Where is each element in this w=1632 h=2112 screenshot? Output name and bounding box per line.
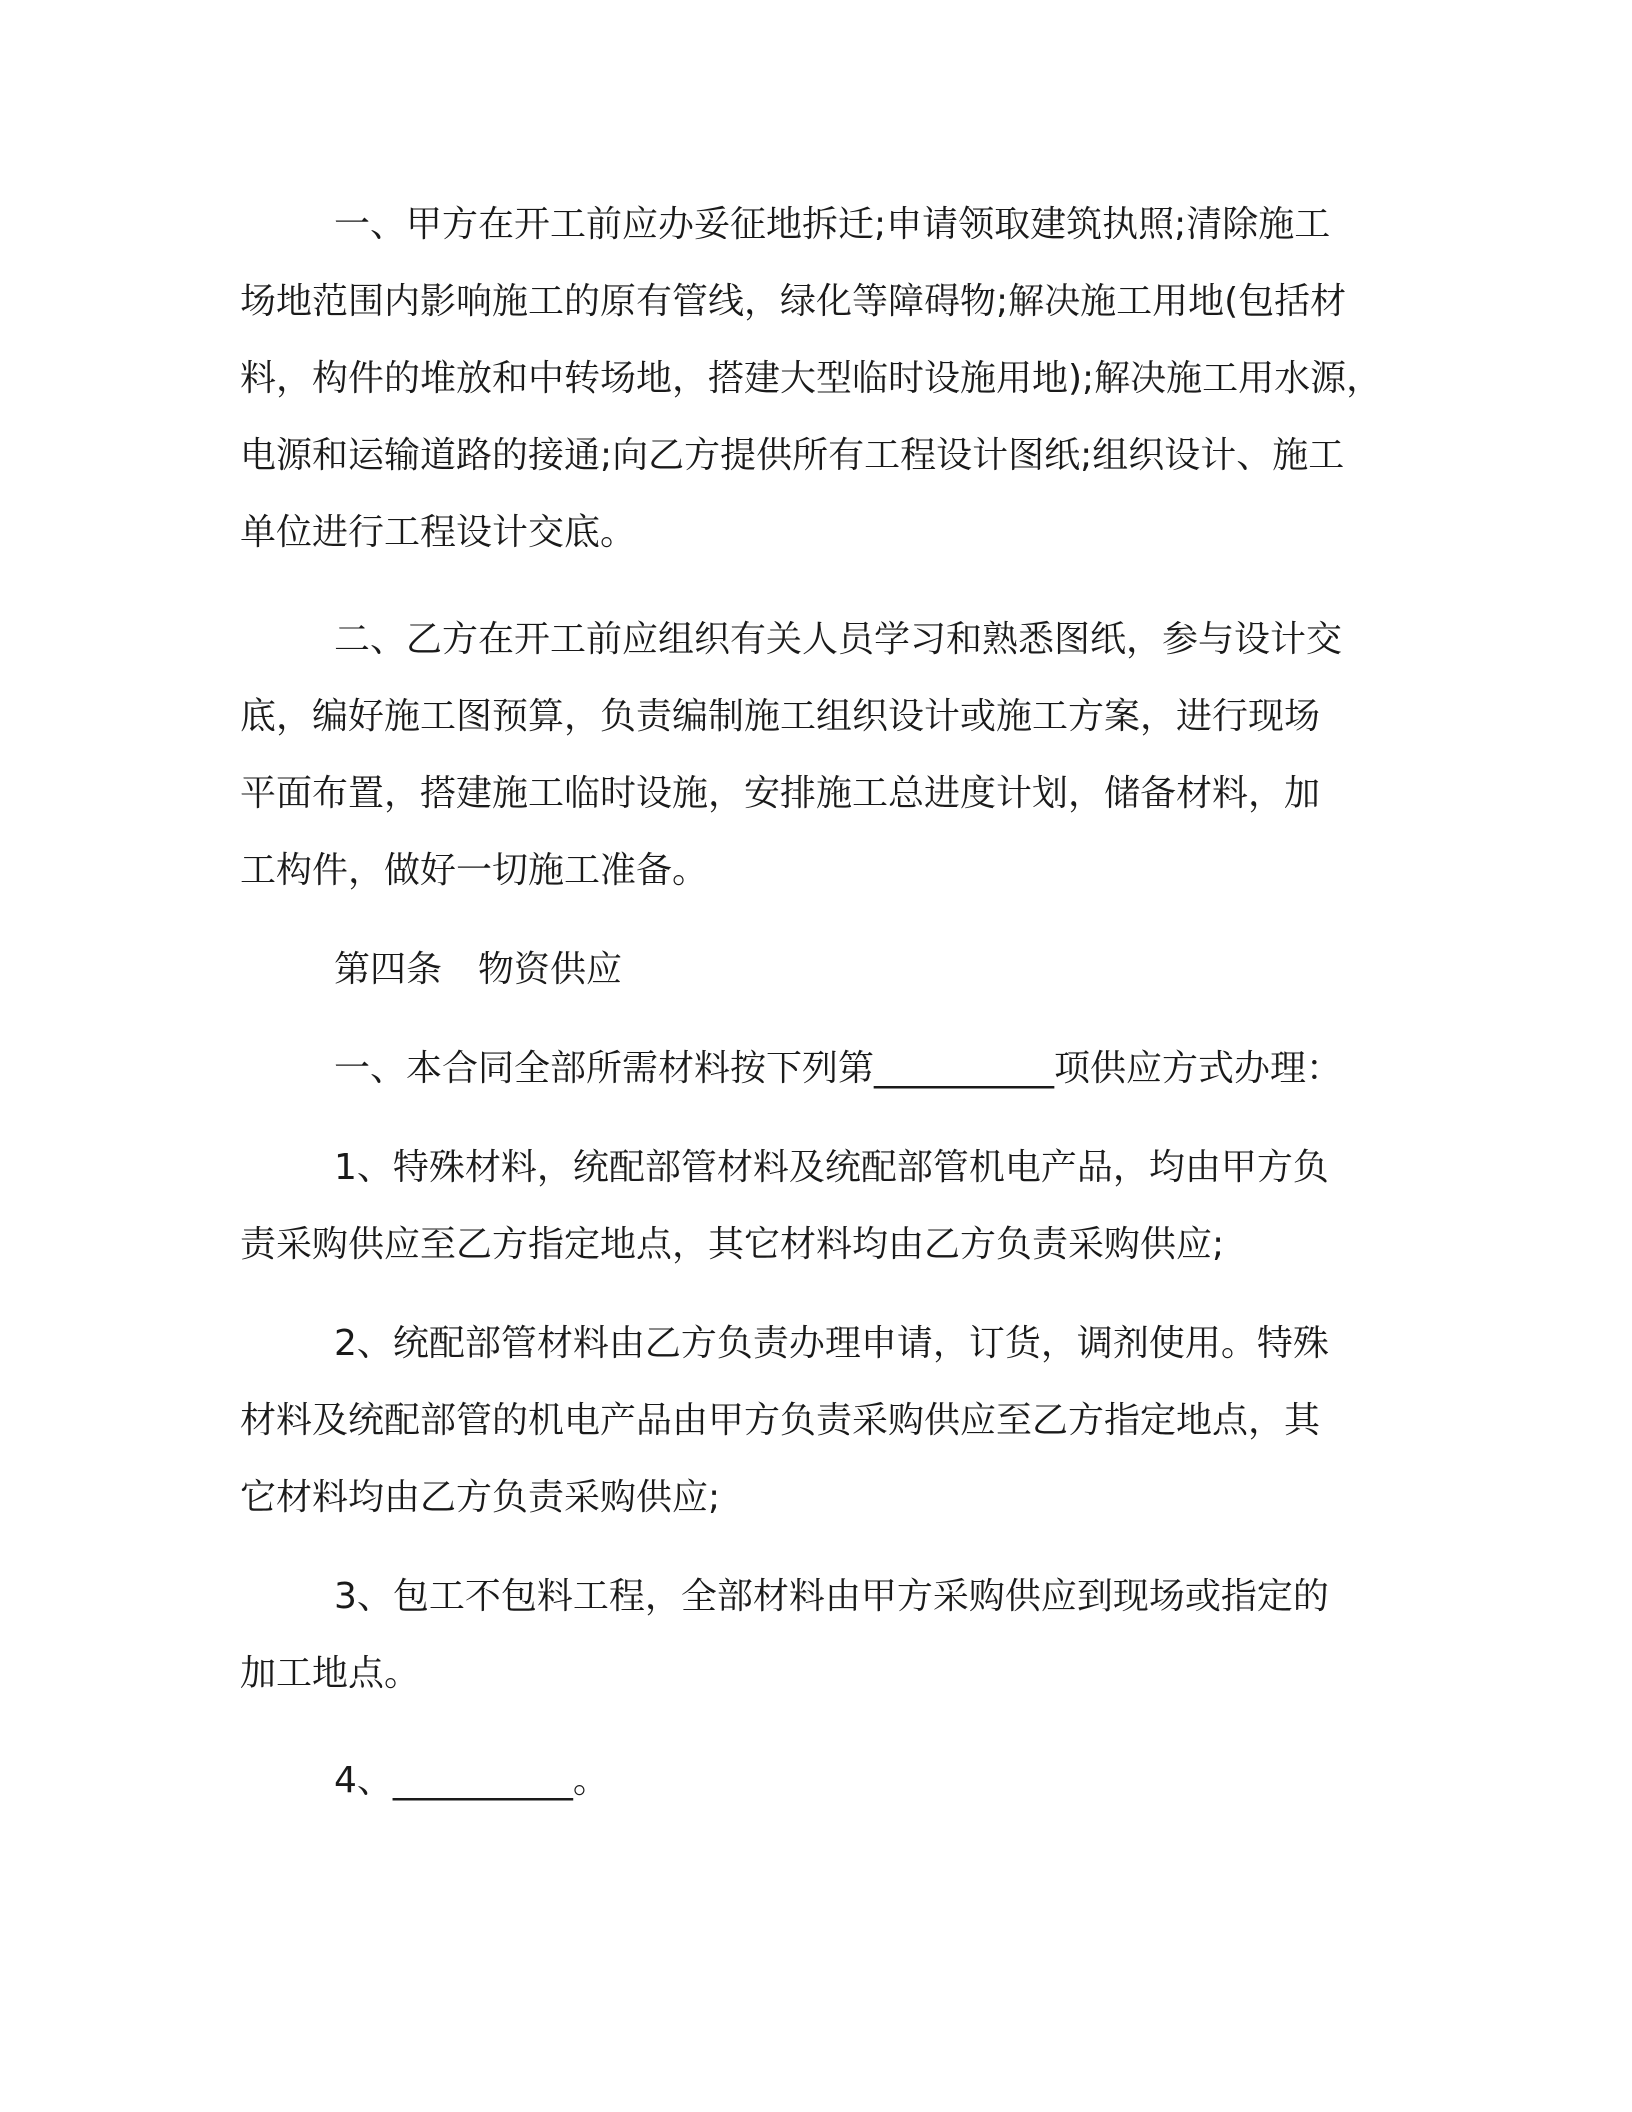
text-line: 4、__________。	[334, 1760, 609, 1801]
text-line: 1、特殊材料，统配部管材料及统配部管机电产品，均由甲方负	[334, 1147, 1329, 1188]
clause-paragraph-supply-method	[240, 1030, 1410, 1107]
text-line: 一、本合同全部所需材料按下列第__________项供应方式办理：	[334, 1048, 1343, 1089]
text-line: 一、甲方在开工前应办妥征地拆迁;申请领取建筑执照;清除施工	[334, 204, 1331, 245]
text-line: 单位进行工程设计交底。	[240, 512, 637, 553]
text-line: 平面布置，搭建施工临时设施，安排施工总进度计划，储备材料，加	[240, 773, 1321, 814]
text-line: 场地范围内影响施工的原有管线，绿化等障碍物;解决施工用地(包括材	[240, 281, 1347, 322]
text-line: 电源和运输道路的接通;向乙方提供所有工程设计图纸;组织设计、施工	[240, 435, 1345, 476]
clause-paragraph-party-a-preparation	[240, 186, 1410, 571]
list-item-2	[240, 1305, 1410, 1536]
text-line: 二、乙方在开工前应组织有关人员学习和熟悉图纸，参与设计交	[334, 619, 1343, 660]
text-line: 料，构件的堆放和中转场地，搭建大型临时设施用地);解决施工用水源，	[240, 358, 1383, 399]
text-line: 它材料均由乙方负责采购供应;	[240, 1477, 721, 1518]
text-line: 工构件，做好一切施工准备。	[240, 850, 709, 891]
section-title: 第四条 物资供应	[334, 949, 623, 990]
text-line: 底，编好施工图预算，负责编制施工组织设计或施工方案，进行现场	[240, 696, 1321, 737]
article-heading	[240, 931, 1410, 1008]
text-line: 加工地点。	[240, 1653, 421, 1694]
list-item-1	[240, 1129, 1410, 1283]
list-item-4	[240, 1742, 1410, 1819]
text-line: 材料及统配部管的机电产品由甲方负责采购供应至乙方指定地点，其	[240, 1400, 1321, 1441]
text-line: 2、统配部管材料由乙方负责办理申请，订货，调剂使用。特殊	[334, 1323, 1329, 1364]
list-item-3	[240, 1558, 1410, 1712]
text-line: 3、包工不包料工程，全部材料由甲方采购供应到现场或指定的	[334, 1576, 1329, 1617]
clause-paragraph-party-b-preparation	[240, 601, 1410, 909]
text-line: 责采购供应至乙方指定地点，其它材料均由乙方负责采购供应;	[240, 1224, 1225, 1265]
document-body	[240, 186, 1410, 1819]
